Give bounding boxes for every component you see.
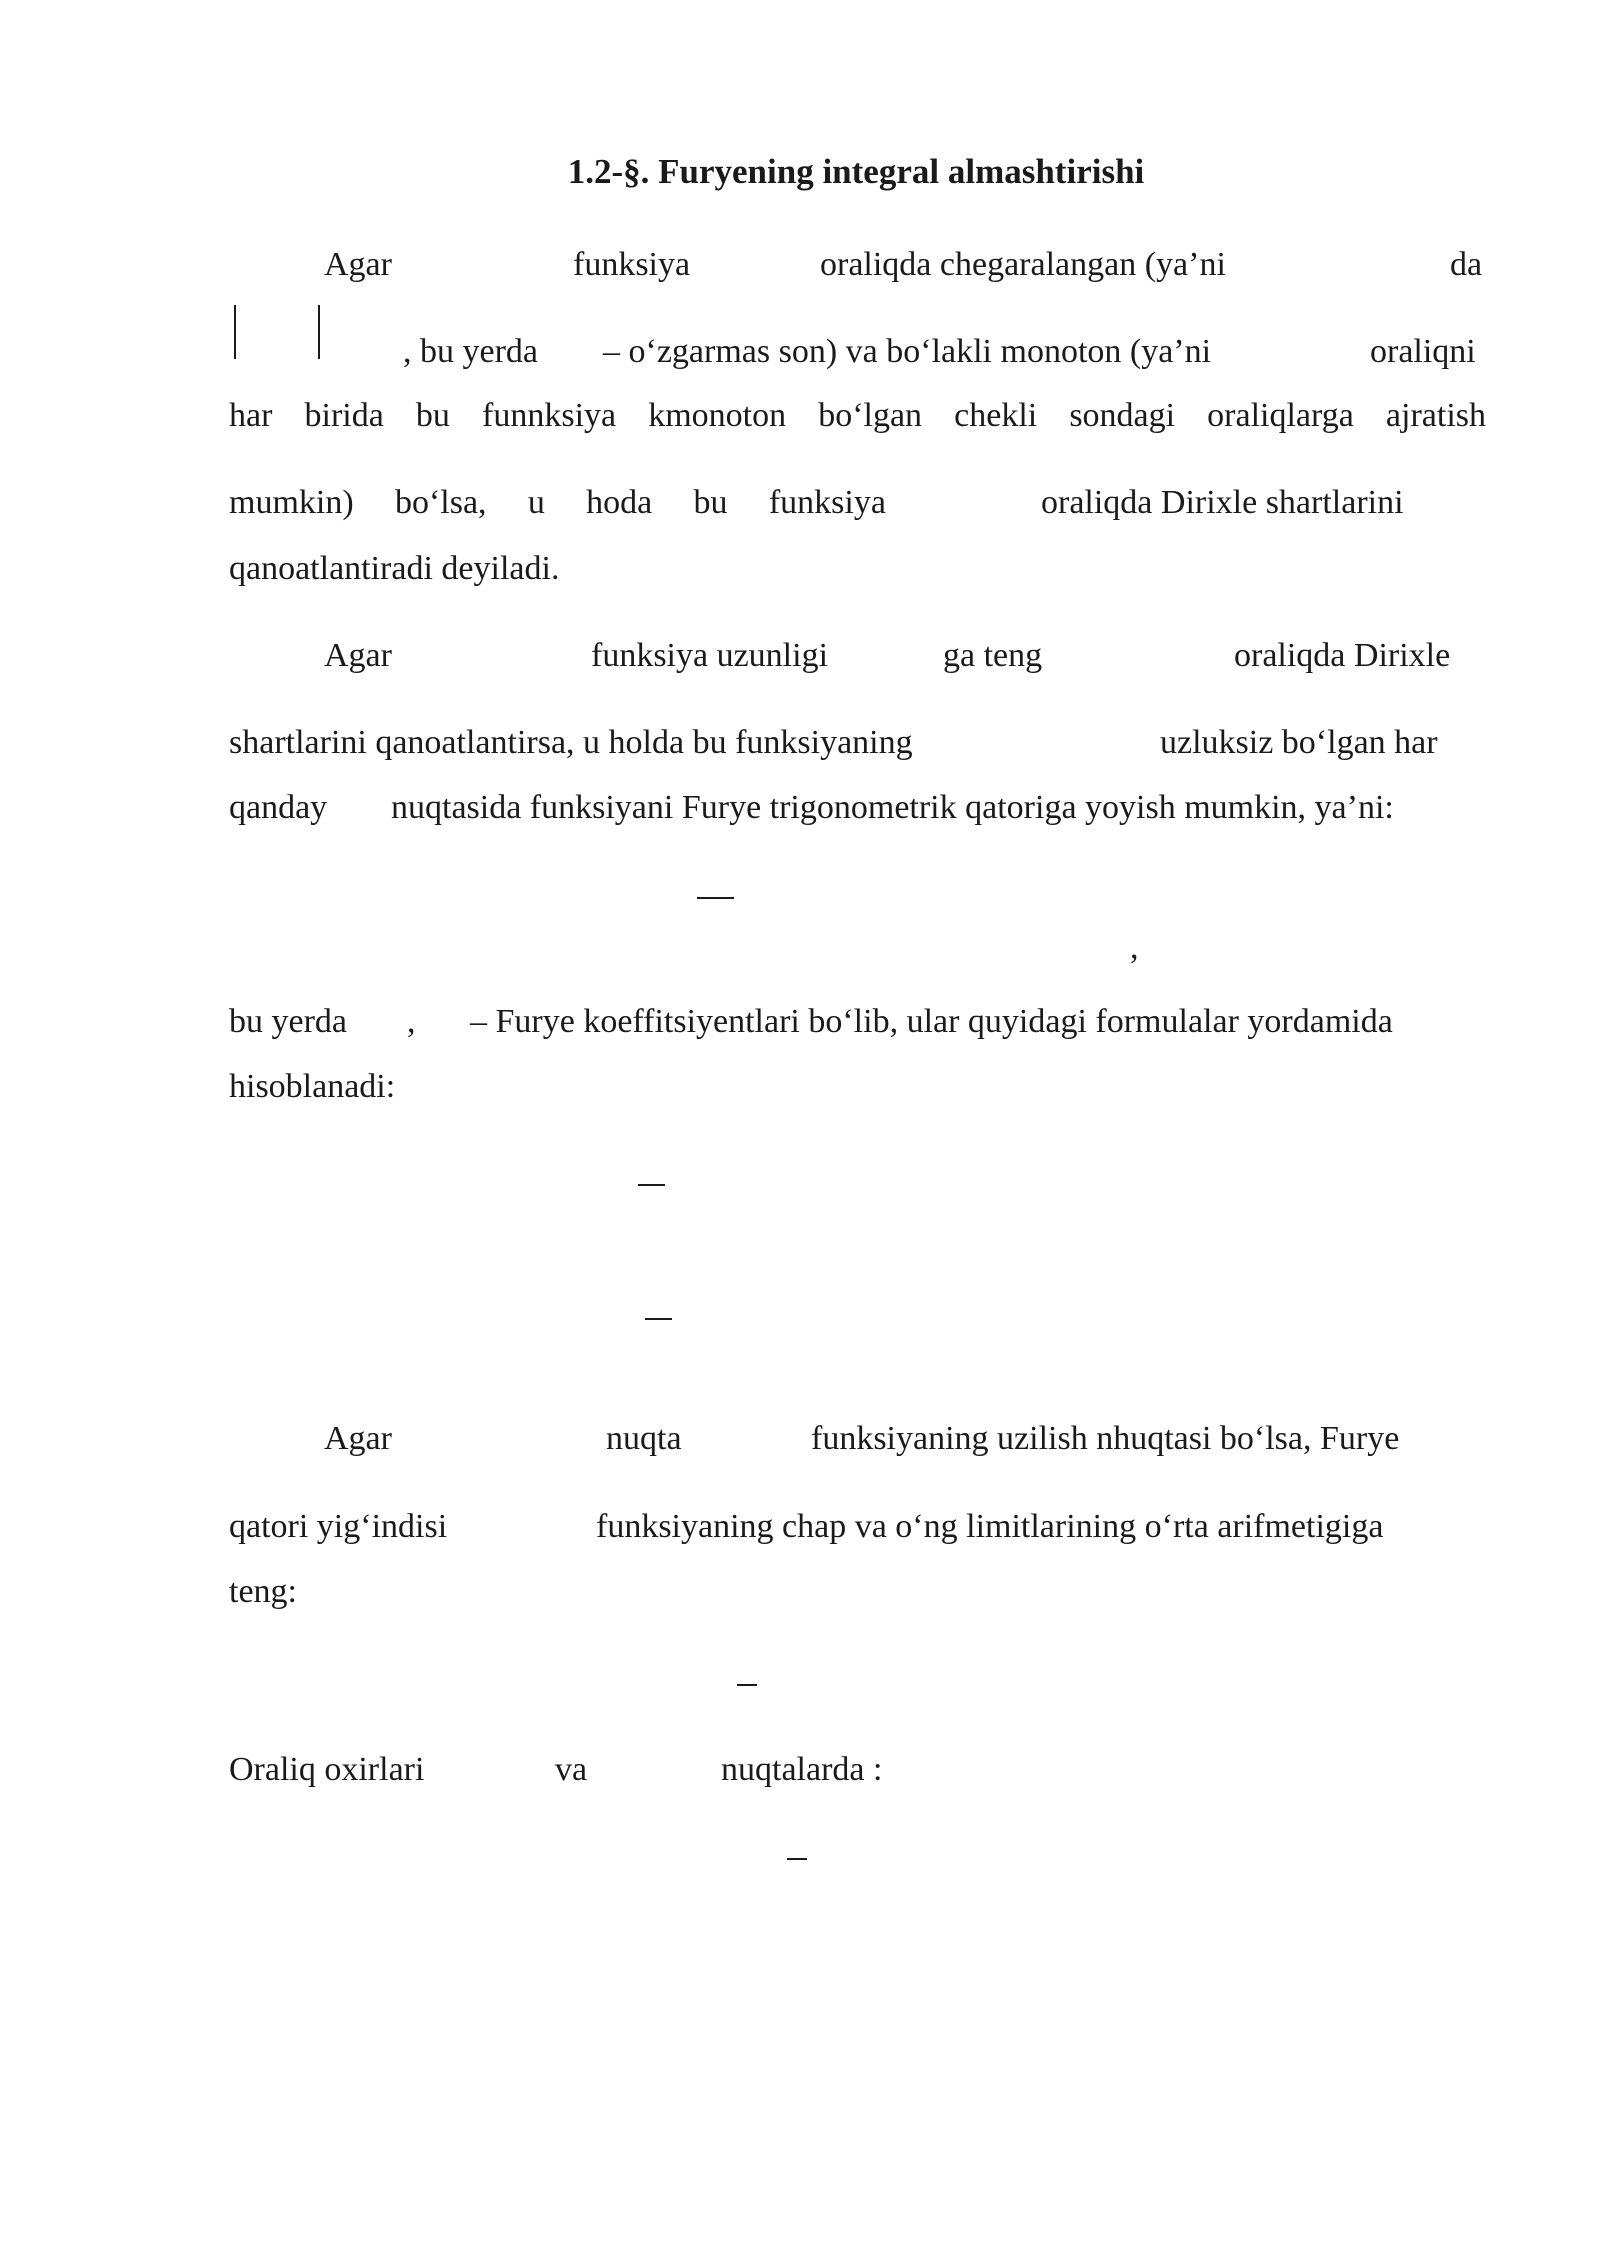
absolute-value-bar-left (234, 305, 236, 359)
p4-phrase-qatori: qatori yig‘indisi (229, 1508, 448, 1545)
p4-phrase-limitlar: funksiyaning chap va o‘ng limitlarining o‘rta arifmetigiga (596, 1508, 1384, 1545)
fraction-line-half-a (737, 1684, 757, 1686)
p3-phrase-bu-yerda: bu yerda (229, 1003, 348, 1040)
p2-phrase-uzunligi: funksiya uzunligi (591, 637, 829, 674)
p2-phrase-oraliqda-dirixle: oraliqda Dirixle (1234, 637, 1451, 674)
fraction-line-coefficient-b (645, 1318, 672, 1320)
p1-word-funksiya: funksiya (573, 246, 691, 283)
p2-word-qanday: qanday (229, 789, 328, 826)
p1-word-oraliqni: oraliqni (1370, 333, 1476, 370)
p4-word-nuqta: nuqta (606, 1420, 682, 1457)
fraction-line-half-b (787, 1858, 807, 1860)
p2-phrase-nuqtasida: nuqtasida funksiyani Furye trigonometrik qatoriga yoyish mumkin, ya’ni: (391, 789, 1394, 826)
p1-phrase-ozgarmas: – o‘zgarmas son) va bo‘lakli monoton (ya’ni (603, 333, 1212, 370)
p5-word-va: va (555, 1751, 588, 1788)
p5-phrase-nuqtalarda: nuqtalarda : (721, 1751, 883, 1788)
fraction-line-coefficient-a (638, 1184, 665, 1186)
p3-phrase-koeffitsiyent: – Furye koeffitsiyentlari bo‘lib, ular quyidagi formulalar yordamida (470, 1003, 1393, 1040)
fraction-line-furye-series (697, 897, 734, 899)
p4-word-agar: Agar (324, 1420, 392, 1457)
p1-phrase-mumkin: mumkin) bo‘lsa, u hoda bu funksiya (229, 484, 886, 521)
p3-line-2: hisoblanadi: (229, 1068, 396, 1105)
p1-line-3: har birida bu funnksiya kmonoton bo‘lgan chekli sondagi oraliqlarga ajratish (229, 397, 1486, 434)
p1-word-da: da (1450, 246, 1483, 283)
p1-phrase-dirixle: oraliqda Dirixle shartlarini (1041, 484, 1404, 521)
absolute-value-bar-right (318, 305, 320, 359)
p4-phrase-uzilish: funksiyaning uzilish nhuqtasi bo‘lsa, Furye (811, 1420, 1400, 1457)
p3-comma: , (407, 1003, 416, 1040)
p2-word-agar: Agar (324, 637, 392, 674)
p1-phrase-oraliqda: oraliqda chegaralangan (ya’ni (820, 246, 1226, 283)
section-heading: 1.2-§. Furyening integral almashtirishi (567, 152, 1145, 191)
formula-comma: , (1130, 929, 1139, 966)
p5-phrase-oraliq-oxirlari: Oraliq oxirlari (229, 1751, 425, 1788)
p4-word-teng: teng: (229, 1573, 297, 1610)
p1-line-5: qanoatlantiradi deyiladi. (229, 550, 560, 587)
p1-word-agar: Agar (324, 246, 392, 283)
p2-phrase-uzluksiz: uzluksiz bo‘lgan har (1160, 724, 1438, 761)
p1-phrase-bu-yerda: , bu yerda (403, 333, 539, 370)
p2-phrase-shartlarini: shartlarini qanoatlantirsa, u holda bu funksiyaning (229, 724, 913, 761)
p2-phrase-ga-teng: ga teng (943, 637, 1043, 674)
